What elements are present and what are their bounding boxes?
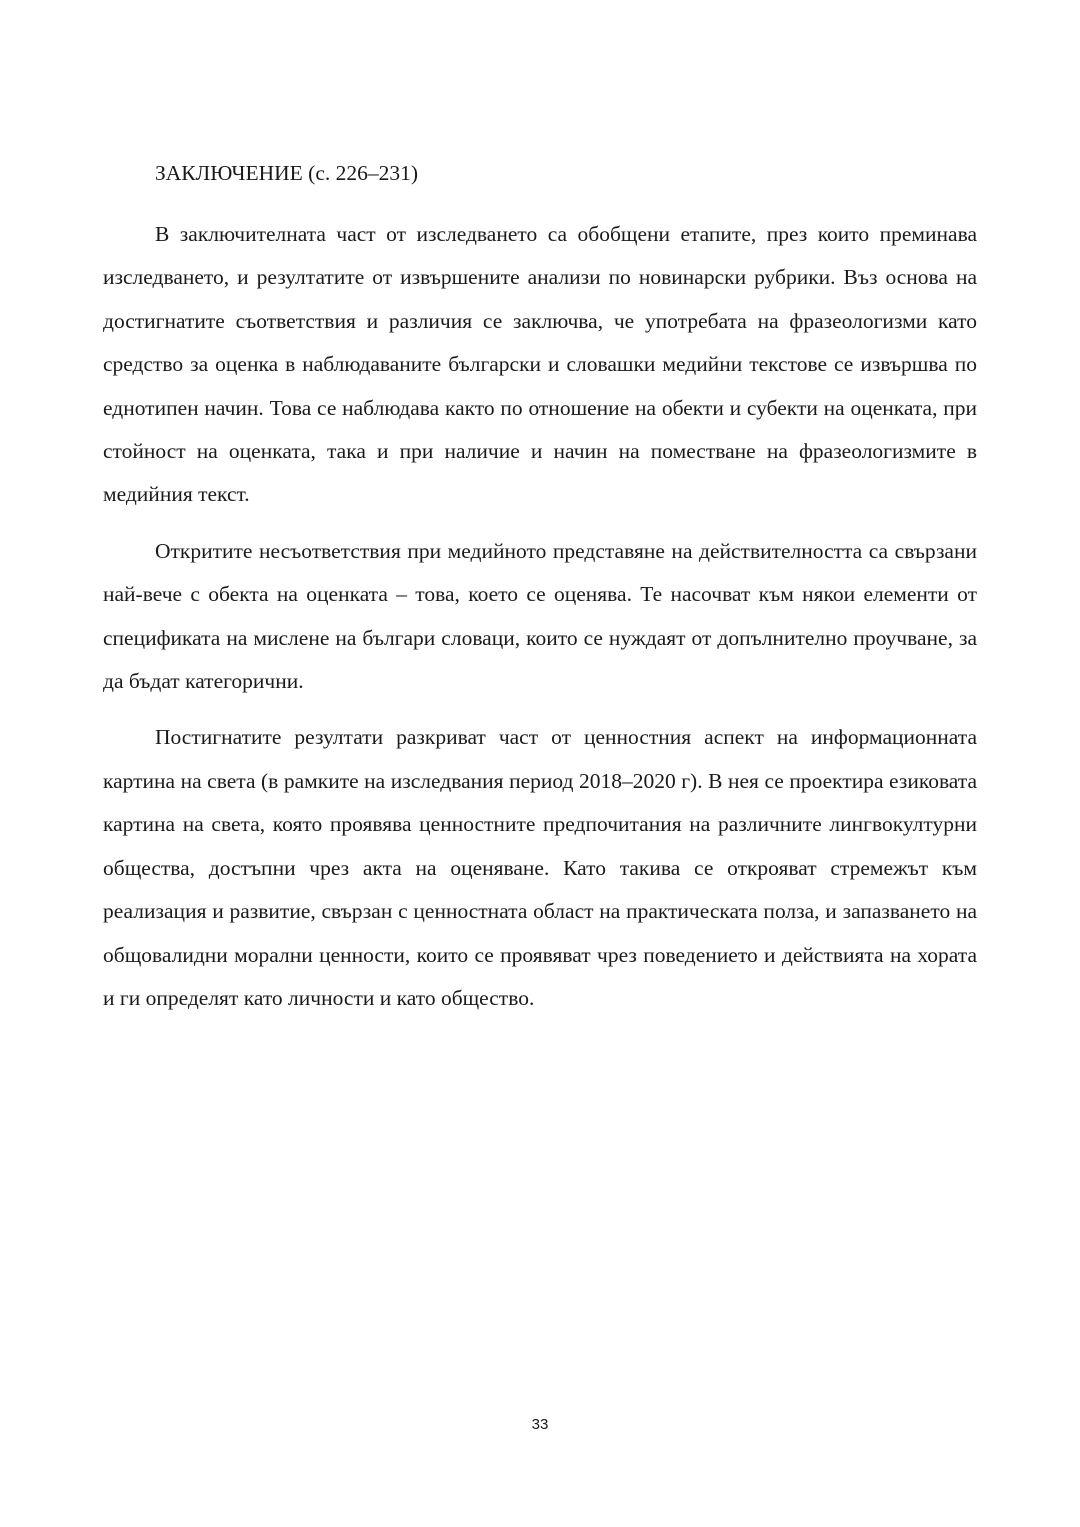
paragraph-3: Постигнатите резултати разкриват част от ценностния аспект на информационната картина на света (в рамките на изследвания период 2018–2020 г). В нея се проектира езиковата картина на света, която проявява ценностните предпочитания на различните лингвокултурни общества, достъпни чрез акта на оценяване. Като такива се открояват стремежът към реализация и развитие, свързан с ценностната област на практическата полза, и запазването на общовалидни морални ценности, които се проявяват чрез поведението и действията на хората и ги определят като личности и като общество. [103,725,977,1010]
page-number: 33 [531,1416,549,1433]
document-body [103,151,977,1033]
paragraph-1: В заключителната част от изследването са обобщени етапите, през които преминава изследването, и резултатите от извършените анализи по новинарски рубрики. Въз основа на достигнатите съответствия и различия се заключва, че употребата на фразеологизми като средство за оценка в наблюдаваните български и словашки медийни текстове се извършва по еднотипен начин. Това се наблюдава както по отношение на обекти и субекти на оценката, при стойност на оценката, така и при наличие и начин на поместване на фразеологизмите в медийния текст. [103,222,977,507]
section-heading: ЗАКЛЮЧЕНИЕ (с. 226–231) [155,161,419,185]
paragraph-2: Откритите несъответствия при медийното представяне на действителността са свързани най-вече с обекта на оценката – това, което се оценява. Те насочват към някои елементи от спецификата на мислене на българи словаци, които се нуждаят от допълнително проучване, за да бъдат категорични. [103,538,977,694]
